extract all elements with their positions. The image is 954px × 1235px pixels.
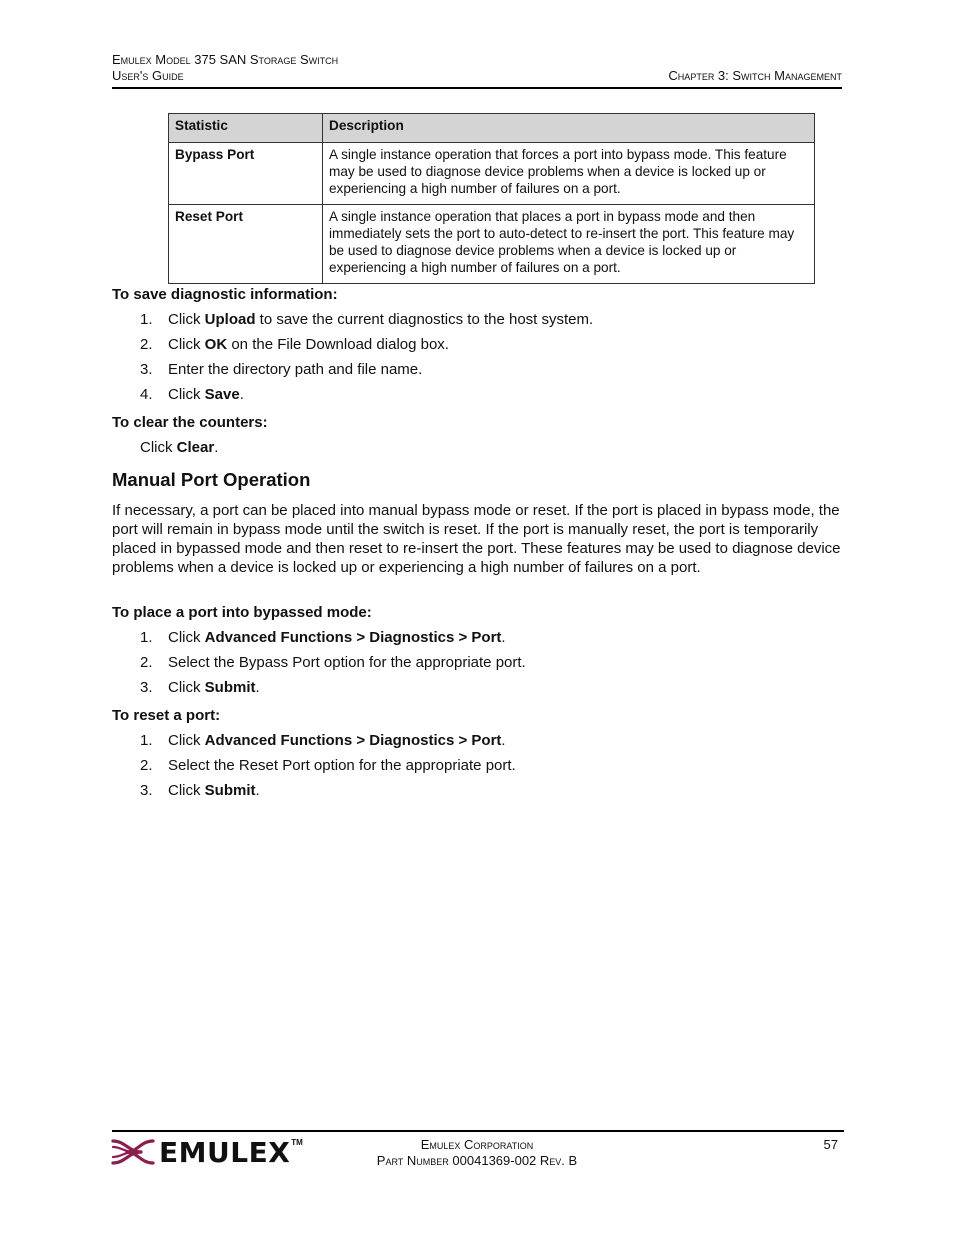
table-row — [169, 205, 815, 284]
ui-term: OK — [204, 336, 228, 353]
section-title: Manual Port Operation — [112, 469, 311, 490]
save-step-2: 2. Click OK on the File Download dialog box. — [140, 336, 449, 353]
save-step-1: 1. Click Upload to save the current diagnostics to the host system. — [140, 311, 594, 328]
footer-part-number: Part Number 00041369-002 Rev. B — [376, 1153, 578, 1168]
save-step-4: 4. Click Save. — [140, 386, 244, 403]
reset-step-3: 3. Click Submit. — [140, 782, 260, 799]
save-diagnostics-heading: To save diagnostic information: — [112, 286, 338, 303]
section-paragraph: If necessary, a port can be placed into manual bypass mode or reset. If the port is placed in bypass mode, the port will remain in bypass mode until the switch is reset. If the port is manually reset, the port is temporarily placed in bypassed mode and then reset to re-insert the port. These features may be used to diagnose device problems when a device is locked up or experiencing a high number of failures on a port. — [112, 502, 841, 576]
ui-term: Upload — [204, 311, 256, 328]
column-header-statistic: Statistic — [169, 114, 323, 143]
bypass-heading: To place a port into bypassed mode: — [112, 604, 372, 621]
logo-wordmark: EMULEX — [159, 1135, 291, 1169]
step-number: 4. — [140, 386, 153, 403]
ui-term: Save — [204, 386, 240, 403]
clear-instruction: Click Clear. — [140, 439, 219, 456]
header-doc-subtitle: User's Guide — [112, 68, 184, 83]
page-number: 57 — [823, 1137, 838, 1152]
column-header-description: Description — [323, 114, 815, 143]
step-number: 2. — [140, 336, 153, 353]
footer-company: Emulex Corporation — [420, 1137, 534, 1152]
reset-step-2: 2. Select the Reset Port option for the appropriate port. — [140, 757, 516, 774]
statistics-table — [168, 113, 815, 284]
step-number: 2. — [140, 757, 153, 774]
statistic-description: A single instance operation that forces a port into bypass mode. This feature may be used to diagnose device problems when a device is locked up or experiencing a high number of failures on a port. — [323, 143, 815, 205]
bypass-step-2: 2. Select the Bypass Port option for the appropriate port. — [140, 654, 526, 671]
ui-term: Advanced Functions > Diagnostics > Port — [204, 732, 502, 749]
header-doc-title: Emulex Model 375 SAN Storage Switch — [112, 52, 339, 67]
save-step-3: 3. Enter the directory path and file name. — [140, 361, 423, 378]
ui-term: Clear — [176, 439, 215, 456]
step-number: 3. — [140, 679, 153, 696]
step-number: 1. — [140, 311, 153, 328]
header-chapter: Chapter 3: Switch Management — [668, 68, 842, 83]
step-number: 1. — [140, 629, 153, 646]
statistic-name: Reset Port — [169, 205, 323, 284]
footer-rule — [112, 1130, 844, 1132]
bypass-step-3: 3. Click Submit. — [140, 679, 260, 696]
reset-step-1: 1. Click Advanced Functions > Diagnostics > Port. — [140, 732, 506, 749]
ui-term: Advanced Functions > Diagnostics > Port — [204, 629, 502, 646]
bypass-step-1: 1. Click Advanced Functions > Diagnostics > Port. — [140, 629, 506, 646]
step-number: 2. — [140, 654, 153, 671]
step-number: 3. — [140, 361, 153, 378]
table-row — [169, 143, 815, 205]
footer-center — [0, 1137, 954, 1169]
statistic-description: A single instance operation that places a port in bypass mode and then immediately sets the port to auto-detect to re-insert the port. This feature may be used to diagnose device problems when a device is locked up or experiencing a high number of failures on a port. — [323, 205, 815, 284]
ui-term: Submit — [204, 679, 256, 696]
header-rule — [112, 87, 842, 89]
trademark-mark: TM — [291, 1137, 303, 1147]
ui-term: Submit — [204, 782, 256, 799]
statistic-name: Bypass Port — [169, 143, 323, 205]
reset-heading: To reset a port: — [112, 707, 221, 724]
table-header-row — [169, 114, 815, 143]
step-number: 1. — [140, 732, 153, 749]
step-number: 3. — [140, 782, 153, 799]
running-header-left — [112, 52, 338, 84]
clear-counters-heading: To clear the counters: — [112, 414, 268, 431]
